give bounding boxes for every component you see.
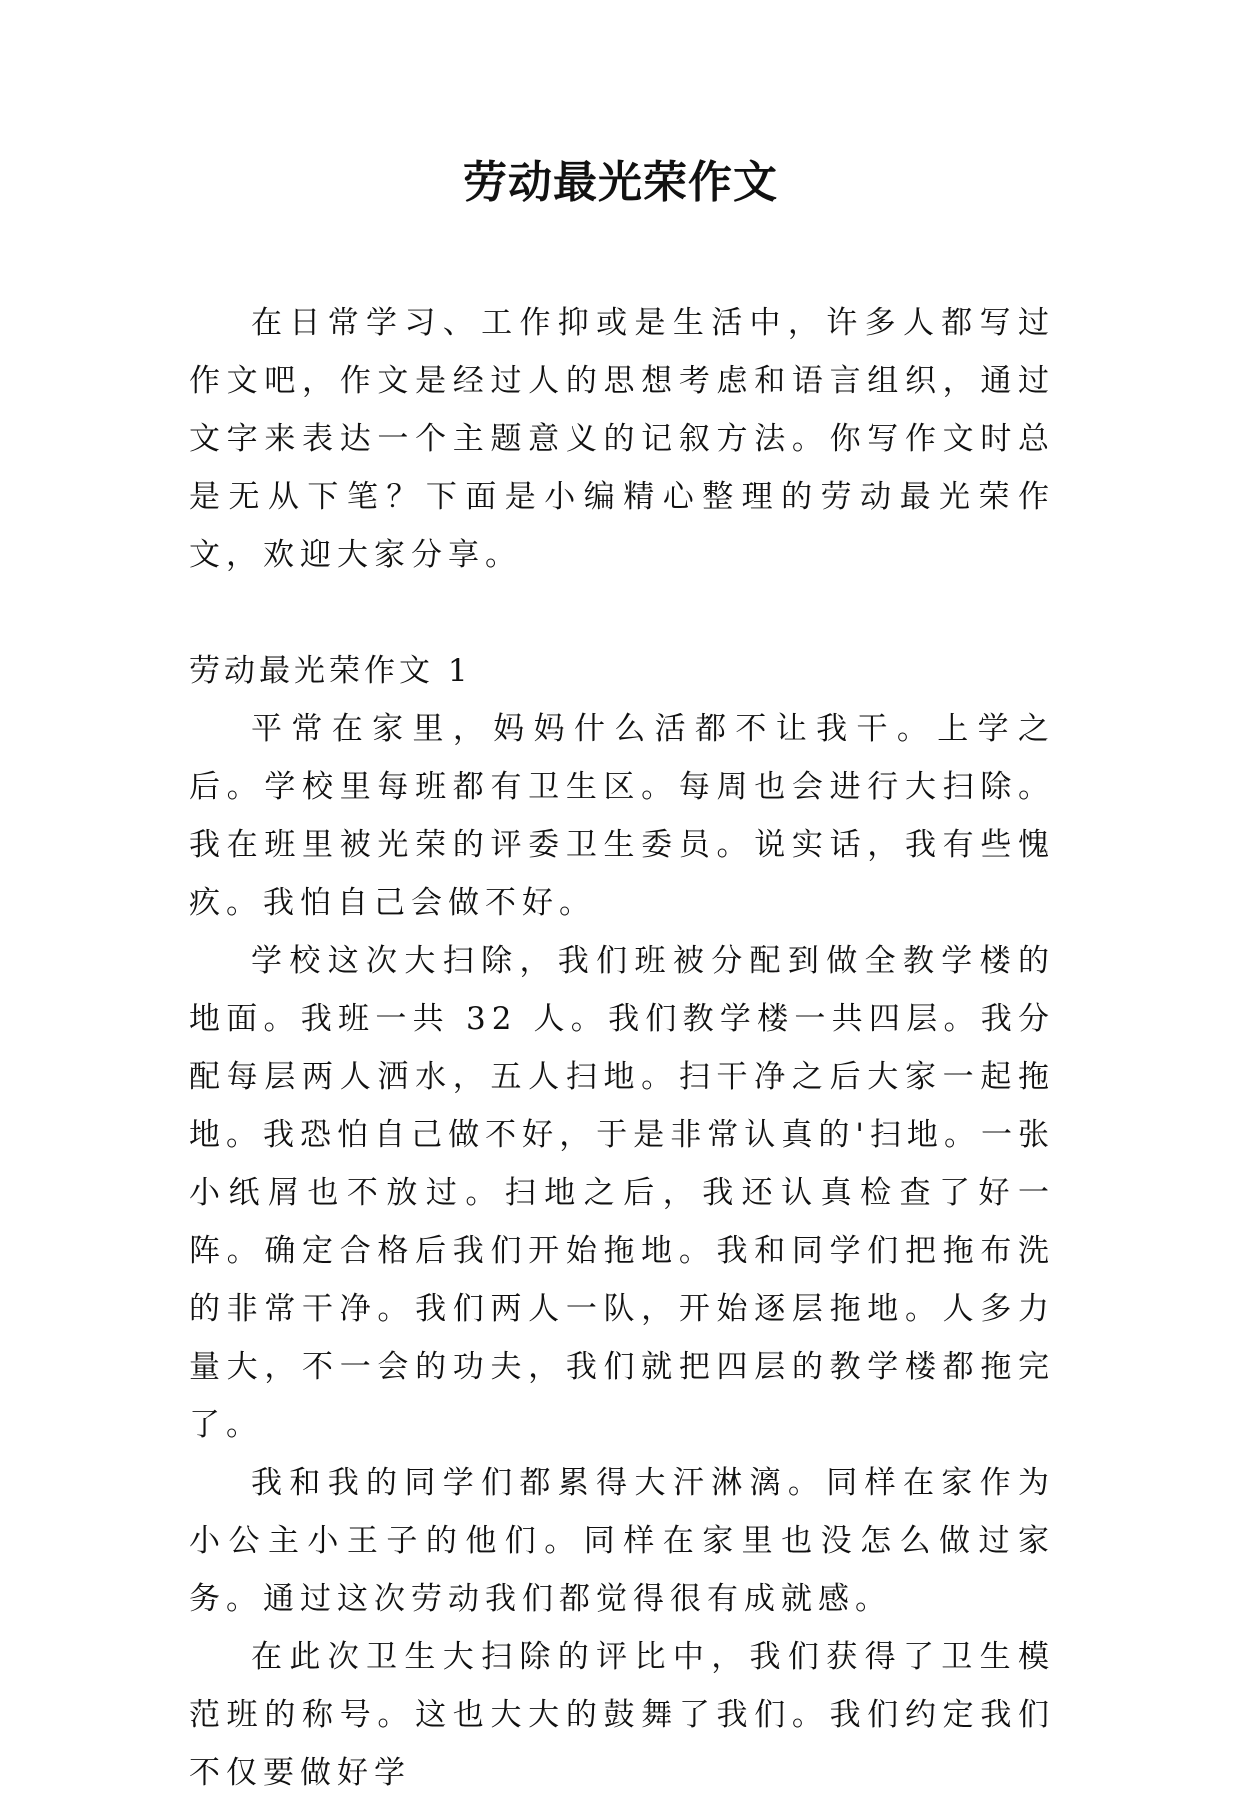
- body-paragraph-4: 在此次卫生大扫除的评比中，我们获得了卫生模范班的称号。这也大大的鼓舞了我们。我们约定我们不仅要做好学: [189, 1639, 1055, 1791]
- body-paragraph-2: 学校这次大扫除，我们班被分配到做全教学楼的地面。我班一共 32 人。我们教学楼一共四层。我分配每层两人洒水，五人扫地。扫干净之后大家一起拖地。我恐怕自己做不好，于是非常认真的'扫地。一张小纸屑也不放过。扫地之后，我还认真检查了好一阵。确定合格后我们开始拖地。我和同学们把拖布洗的非常干净。我们两人一队，开始逐层拖地。人多力量大，不一会的功夫，我们就把四层的教学楼都拖完了。: [189, 943, 1055, 1443]
- section-title: 劳动最光荣作文 1: [189, 653, 472, 689]
- body-paragraph-1: 平常在家里，妈妈什么活都不让我干。上学之后。学校里每班都有卫生区。每周也会进行大扫除。我在班里被光荣的评委卫生委员。说实话，我有些愧疚。我怕自己会做不好。: [189, 711, 1055, 921]
- intro-paragraph: 在日常学习、工作抑或是生活中，许多人都写过作文吧，作文是经过人的思想考虑和语言组织，通过文字来表达一个主题意义的记叙方法。你写作文时总是无从下笔？下面是小编精心整理的劳动最光荣作文，欢迎大家分享。: [189, 305, 1055, 573]
- document-title: 劳动最光荣作文: [463, 157, 778, 208]
- body-paragraph-3: 我和我的同学们都累得大汗淋漓。同样在家作为小公主小王子的他们。同样在家里也没怎么做过家务。通过这次劳动我们都觉得很有成就感。: [189, 1465, 1055, 1617]
- document-body: [189, 294, 1055, 1802]
